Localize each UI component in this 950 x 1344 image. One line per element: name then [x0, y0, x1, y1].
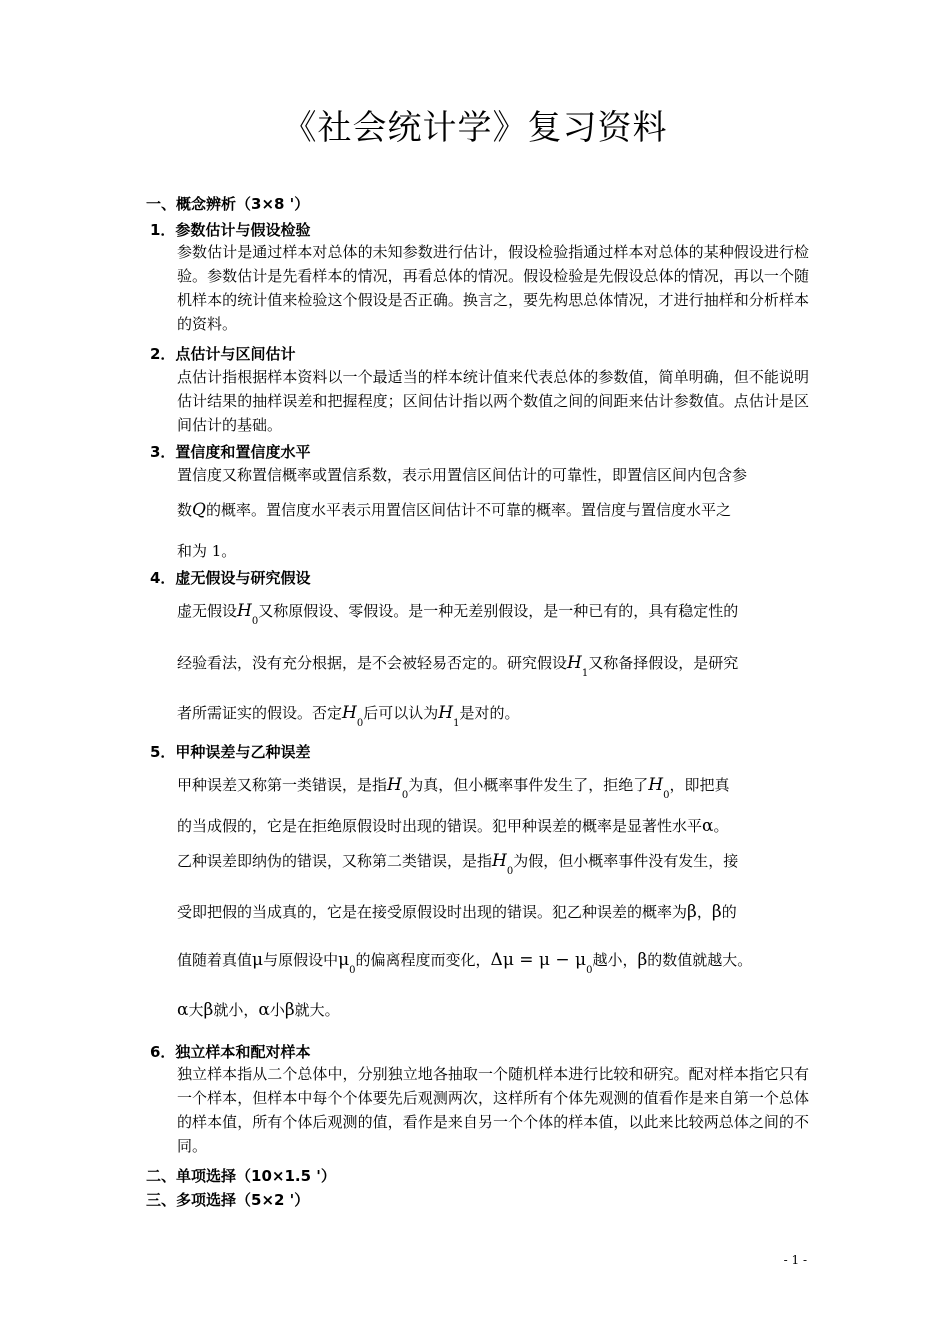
item-heading-4: 4．虚无假设与研究假设 — [150, 569, 311, 587]
item-3-line-3: 和为 1。 — [177, 542, 237, 560]
item-3-line-2: 数Q的概率。置信度水平表示用置信区间估计不可靠的概率。置信度与置信度水平之 — [177, 500, 731, 520]
item-heading-2: 2．点估计与区间估计 — [150, 345, 296, 363]
item-5-line-6: α大β就小，α小β就大。 — [177, 1000, 340, 1020]
item-heading-5: 5．甲种误差与乙种误差 — [150, 743, 311, 761]
item-5-line-2: 的当成假的，它是在拒绝原假设时出现的错误。犯甲种误差的概率是显著性水平α。 — [177, 816, 729, 836]
item-5-line-1: 甲种误差又称第一类错误，是指$H_0$为真，但小概率事件发生了，拒绝了$H_0$，即把真 — [177, 775, 730, 801]
page-title: 《社会统计学》复习资料 — [282, 108, 668, 148]
item-heading-3: 3．置信度和置信度水平 — [150, 443, 311, 461]
mu-symbol: μ — [252, 950, 264, 970]
section-heading-1: 一、概念辨析（3×8 '） — [146, 195, 310, 213]
item-heading-6: 6．独立样本和配对样本 — [150, 1043, 311, 1061]
item-4-line-2: 经验看法，没有充分根据，是不会被轻易否定的。研究假设$H_1$又称备择假设，是研究 — [177, 653, 739, 679]
alpha-symbol: α — [702, 816, 714, 836]
delta-mu-equation: Δμ = μ − μ — [490, 950, 587, 970]
section-heading-3: 三、多项选择（5×2 '） — [146, 1191, 310, 1209]
page-number: - 1 - — [783, 1253, 807, 1267]
beta-symbol: β — [687, 902, 697, 922]
item-text-1: 参数估计是通过样本对总体的未知参数进行估计，假设检验指通过样本对总体的某种假设进行检验。参数估计是先看样本的情况，再看总体的情况。假设检验是先假设总体的情况，再以一个随机样本的统计值来检验这个假设是否正确。换言之，要先构思总体情况，才进行抽样和分析样本的资料。 — [177, 243, 809, 333]
item-4-line-3: 者所需证实的假设。否定$H_0$后可以认为$H_1$是对的。 — [177, 703, 520, 729]
q-symbol: Q — [192, 500, 206, 520]
item-text-6: 独立样本指从二个总体中，分别独立地各抽取一个随机样本进行比较和研究。配对样本指它只有一个样本，但样本中每个个体要先后观测两次，这样所有个体先观测的值看作是来自第一个总体的样本值，所有个体后观测的值，看作是来自另一个个体的样本值，以此来比较两总体之间的不同。 — [177, 1065, 809, 1155]
item-heading-1: 1．参数估计与假设检验 — [150, 221, 311, 239]
item-5-line-3: 乙种误差即纳伪的错误，又称第二类错误，是指$H_0$为假，但小概率事件没有发生，接 — [177, 851, 739, 877]
item-5-line-5: 值随着真值μ与原假设中$\mu_0$的偏离程度而变化，$\Delta\mu = \mu - \mu_0$越小，β的数值就越大。 — [177, 950, 753, 976]
item-4-line-1: 虚无假设$H_0$又称原假设、零假设。是一种无差别假设，是一种已有的，具有稳定性的 — [177, 601, 739, 627]
item-3-line-1: 置信度又称置信概率或置信系数，表示用置信区间估计的可靠性，即置信区间内包含参 — [177, 466, 748, 484]
section-heading-2: 二、单项选择（10×1.5 '） — [146, 1167, 336, 1185]
item-text-2: 点估计指根据样本资料以一个最适当的样本统计值来代表总体的参数值，简单明确，但不能说明估计结果的抽样误差和把握程度；区间估计指以两个数值之间的间距来估计参数值。点估计是区间估计的基础。 — [177, 368, 809, 434]
item-5-line-4: 受即把假的当成真的，它是在接受原假设时出现的错误。犯乙种误差的概率为β，β的 — [177, 902, 737, 922]
